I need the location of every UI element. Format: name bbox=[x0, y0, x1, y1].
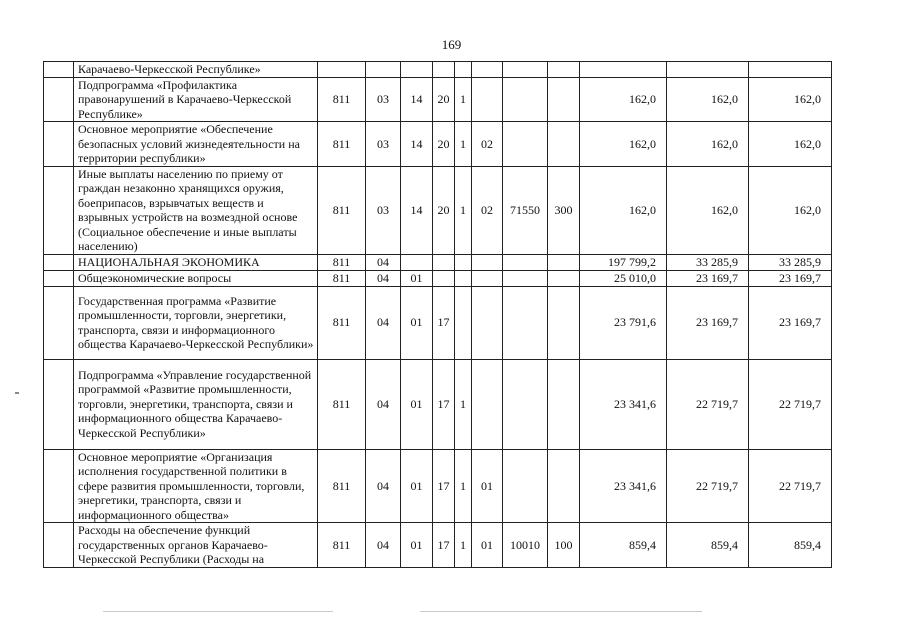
amount-col-1: 162,0 bbox=[580, 77, 667, 122]
program-code: 17 bbox=[433, 449, 455, 523]
footer-rule-right bbox=[420, 611, 702, 612]
subsection-code: 01 bbox=[401, 449, 433, 523]
row-index-cell bbox=[44, 77, 74, 122]
table-row bbox=[44, 270, 832, 286]
table-row bbox=[44, 449, 832, 523]
ministry-code: 811 bbox=[318, 359, 366, 449]
section-code: 04 bbox=[366, 254, 401, 270]
subprogram-code bbox=[455, 286, 472, 359]
footer-rule-left bbox=[103, 611, 333, 612]
subprogram-code bbox=[455, 254, 472, 270]
row-name: Расходы на обеспечение функций государственных органов Карачаево-Черкесской Республики (Расходы на bbox=[74, 523, 318, 568]
subsection-code: 14 bbox=[401, 77, 433, 122]
expense-type-code bbox=[548, 62, 580, 78]
amount-col-3: 23 169,7 bbox=[749, 286, 832, 359]
amount-col-1: 162,0 bbox=[580, 166, 667, 254]
subsection-code bbox=[401, 254, 433, 270]
section-code: 04 bbox=[366, 270, 401, 286]
table-row bbox=[44, 286, 832, 359]
subsection-code: 01 bbox=[401, 359, 433, 449]
amount-col-3 bbox=[749, 62, 832, 78]
row-name: Карачаево-Черкесской Республике» bbox=[74, 62, 318, 78]
event-code: 02 bbox=[472, 166, 503, 254]
row-name: Иные выплаты населению по приему от граждан незаконно хранящихся оружия, боеприпасов, взрывчатых веществ и взрывных устройств на возмездной основе (Социальное обеспечение и иные выплаты населению) bbox=[74, 166, 318, 254]
amount-col-3: 33 285,9 bbox=[749, 254, 832, 270]
event-code bbox=[472, 286, 503, 359]
program-code: 17 bbox=[433, 286, 455, 359]
ministry-code: 811 bbox=[318, 254, 366, 270]
amount-col-3: 859,4 bbox=[749, 523, 832, 568]
row-index-cell bbox=[44, 270, 74, 286]
ministry-code: 811 bbox=[318, 122, 366, 167]
expense-type-code bbox=[548, 270, 580, 286]
subprogram-code: 1 bbox=[455, 122, 472, 167]
program-code bbox=[433, 254, 455, 270]
row-name: Общеэкономические вопросы bbox=[74, 270, 318, 286]
table-row bbox=[44, 254, 832, 270]
amount-col-3: 22 719,7 bbox=[749, 449, 832, 523]
amount-col-1: 197 799,2 bbox=[580, 254, 667, 270]
amount-col-3: 162,0 bbox=[749, 166, 832, 254]
event-code: 02 bbox=[472, 122, 503, 167]
amount-col-1: 23 341,6 bbox=[580, 359, 667, 449]
expense-type-code: 300 bbox=[548, 166, 580, 254]
program-code: 20 bbox=[433, 166, 455, 254]
table-row bbox=[44, 62, 832, 78]
amount-col-3: 22 719,7 bbox=[749, 359, 832, 449]
section-code: 04 bbox=[366, 286, 401, 359]
row-index-cell bbox=[44, 359, 74, 449]
amount-col-2: 33 285,9 bbox=[667, 254, 749, 270]
amount-col-2 bbox=[667, 62, 749, 78]
expense-type-code bbox=[548, 122, 580, 167]
amount-col-3: 162,0 bbox=[749, 77, 832, 122]
row-name: Основное мероприятие «Организация исполнения государственной политики в сфере развития промышленности, торговли, энергетики, транспорта, связи и информационного общества» bbox=[74, 449, 318, 523]
subsection-code: 14 bbox=[401, 166, 433, 254]
amount-col-1: 859,4 bbox=[580, 523, 667, 568]
ministry-code: 811 bbox=[318, 166, 366, 254]
row-name: НАЦИОНАЛЬНАЯ ЭКОНОМИКА bbox=[74, 254, 318, 270]
direction-code bbox=[503, 449, 548, 523]
row-index-cell bbox=[44, 449, 74, 523]
expense-type-code bbox=[548, 449, 580, 523]
direction-code bbox=[503, 359, 548, 449]
direction-code: 10010 bbox=[503, 523, 548, 568]
amount-col-1 bbox=[580, 62, 667, 78]
section-code: 03 bbox=[366, 122, 401, 167]
table-row bbox=[44, 166, 832, 254]
ministry-code bbox=[318, 62, 366, 78]
amount-col-2: 22 719,7 bbox=[667, 359, 749, 449]
row-index-cell bbox=[44, 62, 74, 78]
amount-col-1: 23 341,6 bbox=[580, 449, 667, 523]
ministry-code: 811 bbox=[318, 286, 366, 359]
table-row bbox=[44, 359, 832, 449]
expense-type-code bbox=[548, 77, 580, 122]
program-code: 20 bbox=[433, 122, 455, 167]
program-code bbox=[433, 270, 455, 286]
section-code: 04 bbox=[366, 359, 401, 449]
amount-col-1: 23 791,6 bbox=[580, 286, 667, 359]
amount-col-2: 22 719,7 bbox=[667, 449, 749, 523]
amount-col-1: 25 010,0 bbox=[580, 270, 667, 286]
subprogram-code: 1 bbox=[455, 166, 472, 254]
row-name: Основное мероприятие «Обеспечение безопасных условий жизнедеятельности на территории республики» bbox=[74, 122, 318, 167]
subprogram-code: 1 bbox=[455, 359, 472, 449]
row-index-cell bbox=[44, 122, 74, 167]
event-code: 01 bbox=[472, 449, 503, 523]
section-code: 04 bbox=[366, 523, 401, 568]
program-code: 20 bbox=[433, 77, 455, 122]
row-name: Государственная программа «Развитие промышленности, торговли, энергетики, транспорта, связи и информационного общества Карачаево-Черкесской Республики» bbox=[74, 286, 318, 359]
ministry-code: 811 bbox=[318, 449, 366, 523]
subsection-code: 14 bbox=[401, 122, 433, 167]
amount-col-3: 23 169,7 bbox=[749, 270, 832, 286]
page-number: 169 bbox=[441, 37, 462, 52]
table-row bbox=[44, 122, 832, 167]
row-name: Подпрограмма «Управление государственной программой «Развитие промышленности, торговли, энергетики, транспорта, связи и информационного общества Карачаево-Черкесской Республики» bbox=[74, 359, 318, 449]
section-code bbox=[366, 62, 401, 78]
amount-col-2: 23 169,7 bbox=[667, 286, 749, 359]
event-code bbox=[472, 62, 503, 78]
direction-code bbox=[503, 122, 548, 167]
budget-table bbox=[43, 61, 832, 568]
event-code bbox=[472, 77, 503, 122]
event-code bbox=[472, 254, 503, 270]
row-index-cell bbox=[44, 254, 74, 270]
amount-col-2: 162,0 bbox=[667, 77, 749, 122]
expense-type-code bbox=[548, 254, 580, 270]
ministry-code: 811 bbox=[318, 270, 366, 286]
subprogram-code bbox=[455, 270, 472, 286]
table-row bbox=[44, 523, 832, 568]
direction-code bbox=[503, 77, 548, 122]
subsection-code: 01 bbox=[401, 286, 433, 359]
direction-code bbox=[503, 62, 548, 78]
subprogram-code: 1 bbox=[455, 449, 472, 523]
subsection-code: 01 bbox=[401, 270, 433, 286]
direction-code: 71550 bbox=[503, 166, 548, 254]
amount-col-2: 23 169,7 bbox=[667, 270, 749, 286]
table-row bbox=[44, 77, 832, 122]
program-code bbox=[433, 62, 455, 78]
direction-code bbox=[503, 286, 548, 359]
direction-code bbox=[503, 270, 548, 286]
program-code: 17 bbox=[433, 523, 455, 568]
subsection-code: 01 bbox=[401, 523, 433, 568]
row-name: Подпрограмма «Профилактика правонарушений в Карачаево-Черкесской Республике» bbox=[74, 77, 318, 122]
subsection-code bbox=[401, 62, 433, 78]
row-index-cell bbox=[44, 523, 74, 568]
event-code bbox=[472, 270, 503, 286]
expense-type-code bbox=[548, 359, 580, 449]
event-code: 01 bbox=[472, 523, 503, 568]
direction-code bbox=[503, 254, 548, 270]
section-code: 03 bbox=[366, 77, 401, 122]
amount-col-3: 162,0 bbox=[749, 122, 832, 167]
amount-col-2: 859,4 bbox=[667, 523, 749, 568]
section-code: 03 bbox=[366, 166, 401, 254]
subprogram-code: 1 bbox=[455, 77, 472, 122]
section-code: 04 bbox=[366, 449, 401, 523]
amount-col-1: 162,0 bbox=[580, 122, 667, 167]
row-index-cell bbox=[44, 166, 74, 254]
subprogram-code: 1 bbox=[455, 523, 472, 568]
margin-mark bbox=[15, 392, 19, 394]
expense-type-code: 100 bbox=[548, 523, 580, 568]
program-code: 17 bbox=[433, 359, 455, 449]
ministry-code: 811 bbox=[318, 523, 366, 568]
subprogram-code bbox=[455, 62, 472, 78]
amount-col-2: 162,0 bbox=[667, 166, 749, 254]
ministry-code: 811 bbox=[318, 77, 366, 122]
expense-type-code bbox=[548, 286, 580, 359]
row-index-cell bbox=[44, 286, 74, 359]
event-code bbox=[472, 359, 503, 449]
amount-col-2: 162,0 bbox=[667, 122, 749, 167]
